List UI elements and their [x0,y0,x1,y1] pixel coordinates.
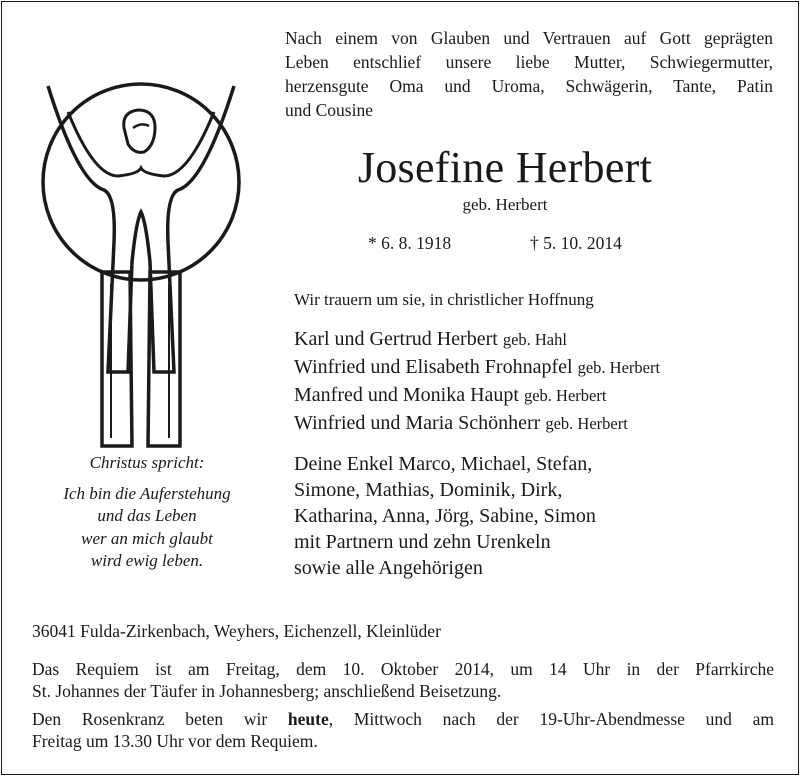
death-date: † 5. 10. 2014 [530,233,622,253]
rosary-line: Freitag um 13.30 Uhr vor dem Requiem. [32,731,318,751]
family-names: Winfried und Elisabeth Frohnapfel [294,356,573,378]
rosary-rest: , Mittwoch nach der 19-Uhr-Abendmesse und am [328,709,774,729]
mourning-line: Wir trauern um sie, in christlicher Hoffnung [294,290,594,309]
grandchildren-line: Katharina, Anna, Jörg, Sabine, Simon [294,505,596,527]
family-line [294,354,774,381]
family-maiden: geb. Herbert [577,358,661,377]
quote-line: wird ewig leben. [90,551,204,570]
deceased-maiden-name: geb. Herbert [462,195,548,214]
place-line: 36041 Fulda-Zirkenbach, Weyhers, Eichenzell, Kleinlüder [32,621,441,641]
intro-text [285,26,773,122]
family-line [294,326,774,353]
quote-line: und das Leben [97,506,197,525]
family-line [294,382,774,409]
family-line [294,410,774,437]
rosary-prefix: Den Rosenkranz beten wir [32,709,268,729]
requiem-paragraph [32,658,774,702]
family-names: Winfried und Maria Schönherr [294,412,541,434]
family-names: Manfred und Monika Haupt [294,384,519,406]
grandchildren-line: Deine Enkel Marco, Michael, Stefan, [294,453,593,475]
birth-date: * 6. 8. 1918 [368,233,452,253]
rosary-paragraph [32,708,774,752]
grandchildren-line: sowie alle Angehörigen [294,557,483,579]
family-names: Karl und Gertrud Herbert [294,328,498,350]
intro-line: Nach einem von Glauben und Vertrauen auf Gott geprägten [285,28,773,48]
rosary-bold: heute [287,709,329,729]
risen-christ-icon [38,72,244,448]
quote-line: Ich bin die Auferstehung [63,483,231,503]
grandchildren-line: Simone, Mathias, Dominik, Dirk, [294,479,563,501]
requiem-line: Das Requiem ist am Freitag, dem 10. Oktober 2014, um 14 Uhr in der Pfarrkirche [32,659,774,679]
obituary-notice [1,1,799,775]
intro-line: herzensgute Oma und Uroma, Schwägerin, Tante, Patin [285,76,773,96]
family-maiden: geb. Herbert [523,386,607,405]
quote-line: wer an mich glaubt [81,528,213,548]
intro-line: Leben entschlief unsere liebe Mutter, Schwiegermutter, [285,52,773,72]
bible-quote [20,452,274,573]
family-maiden: geb. Hahl [502,330,567,349]
requiem-line: St. Johannes der Täufer in Johannesberg; anschließend Beisetzung. [32,681,502,701]
family-maiden: geb. Herbert [545,414,628,433]
quote-heading: Christus spricht: [89,453,205,472]
grandchildren-line: mit Partnern und zehn Urenkeln [294,531,551,553]
intro-line: und Cousine [285,100,373,120]
rosary-line [32,708,774,730]
deceased-name: Josefine Herbert [357,143,653,192]
